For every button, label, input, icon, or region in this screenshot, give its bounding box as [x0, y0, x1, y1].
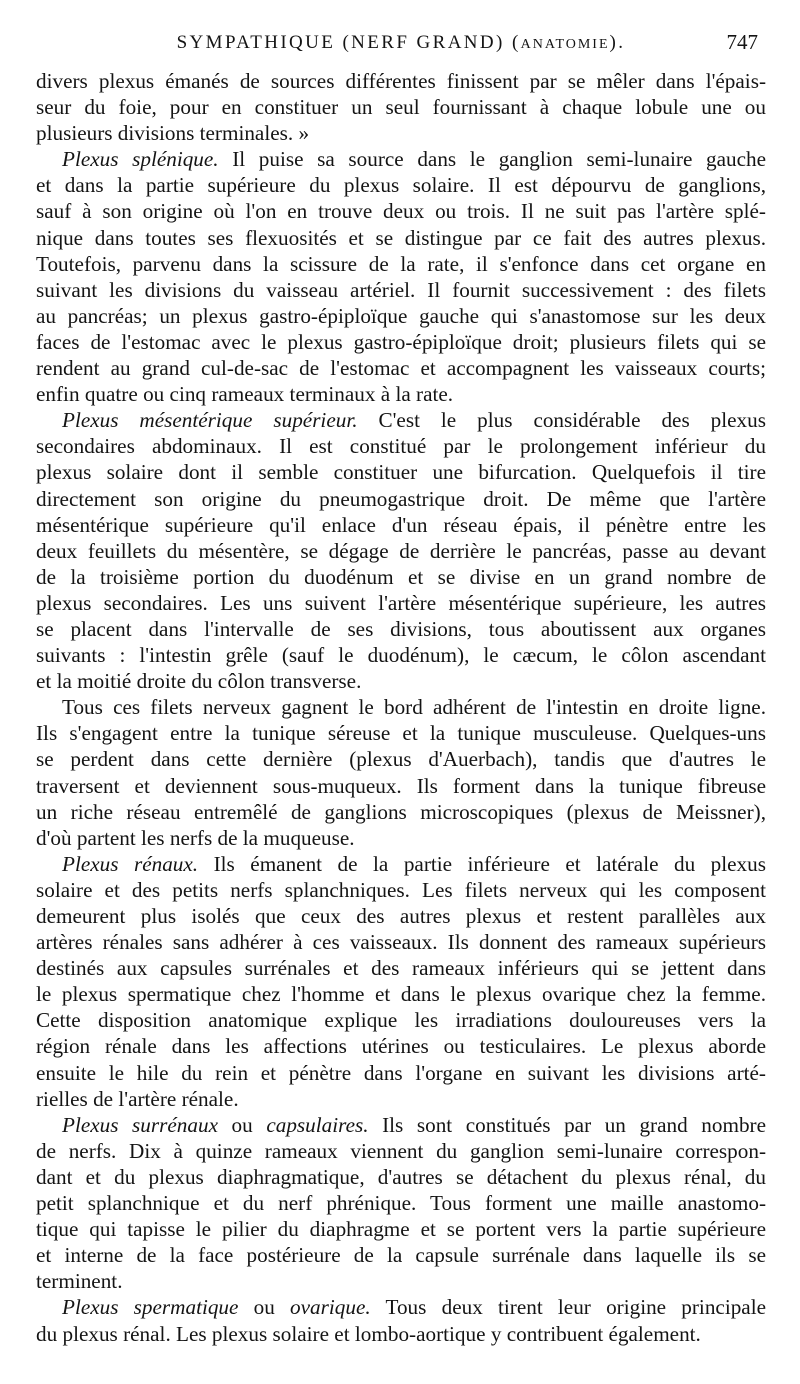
text-line	[36, 1268, 766, 1294]
line-text: région rénale dans les affections utérines ou testiculaires. Le plexus aborde	[36, 1034, 766, 1059]
text-line	[36, 955, 766, 981]
text-line	[36, 877, 766, 903]
line-text: d'où partent les nerfs de la muqueuse.	[36, 825, 355, 850]
text-line	[36, 773, 766, 799]
text-line	[36, 1164, 766, 1190]
text-line	[36, 616, 766, 642]
line-text: faces de l'estomac avec le plexus gastro-épiploïque droit; plusieurs filets qui se	[36, 329, 766, 354]
text-line	[36, 94, 766, 120]
text-line	[36, 903, 766, 929]
text-line	[36, 564, 766, 590]
line-text: suivant les divisions du vaisseau artériel. Il fournit successivement : des filets	[36, 277, 766, 302]
line-text: le plexus spermatique chez l'homme et dans le plexus ovarique chez la femme.	[36, 982, 766, 1007]
line-text: demeurent plus isolés que ceux des autres plexus et restent parallèles aux	[36, 904, 766, 928]
line-text: tique qui tapisse le pilier du diaphragme et se portent vers la partie supérieure	[36, 1217, 766, 1242]
text-line	[36, 851, 766, 877]
paragraph	[36, 1294, 766, 1346]
text-line	[36, 929, 766, 955]
text-line	[36, 694, 766, 720]
text-line	[36, 1294, 766, 1320]
text-line	[36, 251, 766, 277]
text-line	[36, 642, 766, 668]
line-text: terminent.	[36, 1269, 123, 1294]
text-line	[36, 1242, 766, 1268]
line-text: seur du foie, pour en constituer un seul fournissant à chaque lobule une ou	[36, 95, 766, 120]
line-text: Ils sont constitués par un grand nombre	[368, 1112, 767, 1137]
paragraph-heading-alt: ovarique.	[290, 1295, 371, 1320]
text-line	[36, 1086, 766, 1112]
text-line	[36, 198, 766, 224]
line-text: traversent et deviennent sous-muqueux. Ils forment dans la tunique fibreuse	[36, 773, 766, 798]
running-section: ANATOMIE	[520, 37, 610, 52]
line-text: nique dans toutes ses flexuosités et se distingue par ce fait des autres plexus.	[36, 225, 766, 250]
paragraph-heading: Plexus splénique.	[62, 147, 219, 172]
heading-connector: ou	[217, 1112, 267, 1137]
line-text: deux feuillets du mésentère, se dégage de derrière le pancréas, passe au devant	[36, 538, 766, 563]
line-text: directement son origine du pneumogastrique droit. De même que l'artère	[36, 486, 766, 511]
text-line	[36, 381, 766, 407]
paragraph-heading: Plexus rénaux.	[62, 851, 199, 876]
line-text: Cette disposition anatomique explique les irradiations douloureuses vers la	[36, 1008, 766, 1033]
text-line	[36, 459, 766, 485]
line-text: Tous ces filets nerveux gagnent le bord adhérent de l'intestin en droite ligne.	[62, 695, 766, 720]
text-line	[36, 1190, 766, 1216]
line-text: plexus secondaires. Les uns suivent l'artère mésentérique supérieure, les autres	[36, 590, 766, 615]
line-text: et la moitié droite du côlon transverse.	[36, 669, 362, 694]
text-line	[36, 1007, 766, 1033]
text-line	[36, 1033, 766, 1059]
text-line	[36, 303, 766, 329]
line-text: enfin quatre ou cinq rameaux terminaux à la rate.	[36, 382, 454, 407]
paragraph	[36, 694, 766, 851]
line-text: petit splanchnique et du nerf phrénique. Tous forment une maille anastomo-	[36, 1191, 766, 1216]
page-number: 747	[726, 30, 758, 54]
paragraph	[36, 407, 766, 694]
text-line	[36, 433, 766, 459]
line-text: mésentérique supérieure qu'il enlace d'un réseau épais, il pénètre entre les	[36, 512, 766, 537]
paragraph-heading: Plexus mésentérique supérieur.	[62, 408, 358, 433]
line-text: suivants : l'intestin grêle (sauf le duodénum), le cæcum, le côlon ascendant	[36, 643, 766, 668]
line-text: de nerfs. Dix à quinze rameaux viennent du ganglion semi-lunaire correspon-	[36, 1138, 766, 1163]
body-text	[36, 68, 766, 1347]
text-line	[36, 590, 766, 616]
running-title-text: SYMPATHIQUE (NERF GRAND)	[176, 32, 505, 53]
text-line	[36, 720, 766, 746]
paragraph-heading-alt: capsulaires.	[266, 1112, 369, 1137]
line-text: Ils s'engagent entre la tunique séreuse et la tunique musculeuse. Quelques-uns	[36, 721, 766, 746]
line-text: Il puise sa source dans le ganglion semi-lunaire gauche	[218, 147, 766, 172]
text-line	[36, 68, 766, 94]
paragraph	[36, 1112, 766, 1295]
line-text: C'est le plus considérable des plexus	[357, 408, 766, 433]
line-text: un riche réseau entremêlé de ganglions microscopiques (plexus de Meissner),	[36, 799, 766, 824]
paragraph	[36, 851, 766, 1112]
text-line	[36, 1112, 766, 1138]
text-line	[36, 746, 766, 772]
heading-connector: ou	[238, 1295, 291, 1320]
text-line	[36, 1138, 766, 1164]
text-line	[36, 1060, 766, 1086]
line-text: secondaires abdominaux. Il est constitué par le prolongement inférieur du	[36, 434, 766, 459]
line-text: sauf à son origine où l'on en trouve deux ou trois. Il ne suit pas l'artère splé-	[36, 199, 766, 224]
line-text: Tous deux tirent leur origine principale	[370, 1295, 766, 1320]
text-line	[36, 277, 766, 303]
line-text: au pancréas; un plexus gastro-épiploïque gauche qui s'anastomose sur les deux	[36, 303, 766, 328]
line-text: plexus solaire dont il semble constituer une bifurcation. Quelquefois il tire	[36, 460, 766, 485]
text-line	[36, 825, 766, 851]
line-text: du plexus rénal. Les plexus solaire et lombo-aortique y contribuent également.	[36, 1321, 701, 1346]
line-text: Ils émanent de la partie inférieure et latérale du plexus	[198, 851, 766, 876]
text-line	[36, 355, 766, 381]
line-text: dant et du plexus diaphragmatique, d'autres se détachent du plexus rénal, du	[36, 1164, 766, 1189]
line-text: et interne de la face postérieure de la capsule surrénale dans laquelle ils se	[36, 1243, 766, 1268]
line-text: plusieurs divisions terminales. »	[36, 121, 310, 146]
line-text: solaire et des petits nerfs splanchniques. Les filets nerveux qui les composent	[36, 877, 766, 902]
text-line	[36, 172, 766, 198]
text-line	[36, 1321, 766, 1347]
text-line	[36, 512, 766, 538]
text-line	[36, 329, 766, 355]
paragraph	[36, 68, 766, 146]
text-line	[36, 407, 766, 433]
paragraph-heading: Plexus surrénaux	[62, 1112, 218, 1137]
line-text: destinés aux capsules surrénales et des rameaux inférieurs qui se jettent dans	[36, 956, 766, 981]
text-line	[36, 981, 766, 1007]
text-line	[36, 225, 766, 251]
line-text: de la troisième portion du duodénum et se divise en un grand nombre de	[36, 564, 766, 589]
running-title: SYMPATHIQUE (NERF GRAND) (ANATOMIE).	[176, 32, 626, 53]
text-line	[36, 668, 766, 694]
text-line	[36, 120, 766, 146]
running-head	[36, 30, 766, 60]
text-line	[36, 538, 766, 564]
text-line	[36, 799, 766, 825]
line-text: divers plexus émanés de sources différentes finissent par se mêler dans l'épais-	[36, 69, 766, 93]
text-line	[36, 1216, 766, 1242]
line-text: artères rénales sans adhérer à ces vaisseaux. Ils donnent des rameaux supérieurs	[36, 930, 766, 955]
text-line	[36, 486, 766, 512]
line-text: et dans la partie supérieure du plexus solaire. Il est dépourvu de ganglions,	[36, 173, 766, 198]
line-text: ensuite le hile du rein et pénètre dans l'organe en suivant les divisions arté-	[36, 1060, 766, 1085]
line-text: se placent dans l'intervalle de ses divisions, tous aboutissent aux organes	[36, 616, 766, 641]
paragraph-heading: Plexus spermatique	[62, 1295, 239, 1320]
paragraph	[36, 146, 766, 407]
line-text: Toutefois, parvenu dans la scissure de la rate, il s'enfonce dans cet organe en	[36, 251, 766, 276]
line-text: rendent au grand cul-de-sac de l'estomac et accompagnent les vaisseaux courts;	[36, 356, 766, 381]
line-text: rielles de l'artère rénale.	[36, 1086, 239, 1111]
line-text: se perdent dans cette dernière (plexus d'Auerbach), tandis que d'autres le	[36, 747, 766, 772]
text-line	[36, 146, 766, 172]
